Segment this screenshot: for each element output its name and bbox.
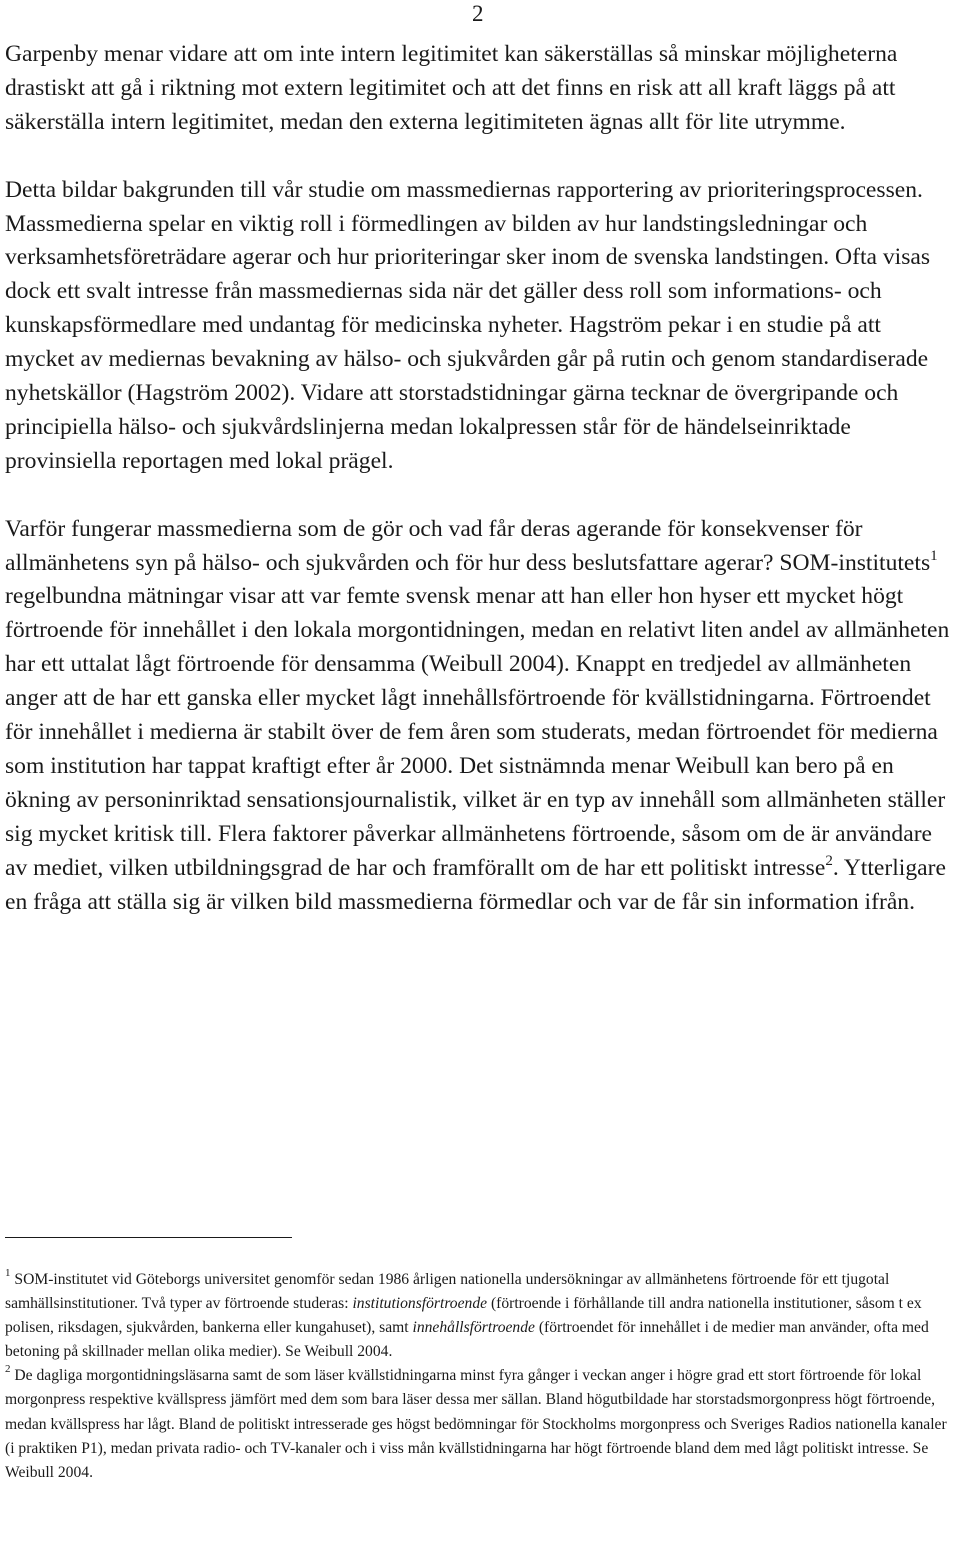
footnote-2-text: De dagliga morgontidningsläsarna samt de som läser kvällstidningarna minst fyra gånger i veckan anger i högre grad ett stort förtroende för lokal morgonpress respektive kvällspress jämfört med dem som bara läser dessa mer sällan. Bland högutbildade har storstadsmorgonpress högt förtroende, medan kvällspress har lågt. Bland de politiskt intresserade ges högst bedömningar för Stockholms morgonpress och Sveriges Radios nationella kanaler (i praktiken P1), medan privata radio- och TV-kanaler och i viss mån kvällstidningarna har högt förtroende bland dem med lågt politiskt intresse. Se Weibull 2004.	[5, 1367, 947, 1481]
footnote-ref-1[interactable]: 1	[930, 547, 938, 564]
paragraph-3-part-1: Varför fungerar massmedierna som de gör och vad får deras agerande för konsekvenser för allmänhetens syn på hälso- och sjukvården och för hur dess beslutsfattare agerar? SOM-institutets	[5, 515, 931, 576]
footnote-1-term-1: institutionsförtroende	[352, 1295, 488, 1313]
paragraph-3-part-3: . Ytterligare en fråga att ställa sig är vilken bild massmedierna förmedlar och var de får sin information ifrån.	[5, 854, 946, 915]
paragraph-3-part-2: regelbundna mätningar visar att var femte svensk menar att han eller hon hyser ett mycket högt förtroende för innehållet i den lokala morgontidningen, medan en relativt liten andel av allmänheten har ett uttalat lågt förtroende för densamma (Weibull 2004). Knappt en tredjedel av allmänheten anger att de har ett ganska eller mycket lågt innehållsförtroende för kvällstidningarna. Förtroendet för innehållet i medierna är stabilt över de fem åren som studerats, medan förtroendet för medierna som institution har tappat kraftigt efter år 2000. Det sistnämnda menar Weibull kan bero på en ökning av personinriktad sensationsjournalistik, vilket är en typ av innehåll som allmänheten ställer sig mycket kritisk till. Flera faktorer påverkar allmänhetens förtroende, såsom om de är användare av mediet, vilken utbildningsgrad de har och framförallt om de har ett politiskt intresse	[5, 583, 950, 881]
footnote-1	[5, 1268, 955, 1364]
page-number: 2	[472, 1, 484, 26]
footnote-ref-2[interactable]: 2	[825, 852, 833, 869]
footnotes	[5, 1268, 955, 1485]
footnote-1-term-2: innehållsförtroende	[412, 1319, 535, 1337]
paragraph-gap	[5, 479, 955, 513]
paragraph-1: Garpenby menar vidare att om inte intern legitimitet kan säkerställas så minskar möjligheterna drastiskt att gå i riktning mot extern legitimitet och att det finns en risk att all kraft läggs på att säkerställa intern legitimitet, medan den externa legitimiteten ägnas allt för lite utrymme.	[5, 41, 898, 135]
main-text	[5, 38, 955, 920]
footnote-2	[5, 1364, 955, 1484]
footnote-1-marker: 1	[5, 1267, 11, 1279]
paragraph-3	[5, 513, 955, 920]
footnote-divider	[5, 1237, 292, 1238]
footnote-1-text-1: SOM-institutet vid Göteborgs universitet genomför sedan 1986 årligen nationella undersökningar av allmänhetens förtroende för ett tjugotal samhällsinstitutioner. Två typer av förtroende studeras:	[5, 1271, 890, 1313]
footnote-1-text-2: (förtroende i förhållande till andra nationella institutioner, såsom t ex polisen, riksdagen, sjukvården, bankerna eller kungahuset), samt	[5, 1295, 922, 1337]
paragraph-2: Detta bildar bakgrunden till vår studie om massmediernas rapportering av prioriteringsprocessen. Massmedierna spelar en viktig roll i förmedlingen av bilden av hur landstingsledningar och verksamhetsföreträdare agerar och hur prioriteringar sker inom de svenska landstingen. Ofta visas dock ett svalt intresse från massmediernas sida när det gäller dess roll som informations- och kunskapsförmedlare med undantag för medicinska nyheter. Hagström pekar i en studie på att mycket av mediernas bevakning av hälso- och sjukvården går på rutin och genom standardiserade nyhetskällor (Hagström 2002). Vidare att storstadstidningar gärna tecknar de övergripande och principiella hälso- och sjukvårdslinjerna medan lokalpressen står för de händelseinriktade provinsiella reportagen med lokal prägel.	[5, 176, 931, 474]
footnote-2-marker: 2	[5, 1363, 11, 1376]
footnote-1-text-3: (förtroendet för innehållet i de medier man använder, ofta med betoning på skillnader mellan olika medier). Se Weibull 2004.	[5, 1319, 929, 1361]
paragraph-gap	[5, 140, 955, 174]
